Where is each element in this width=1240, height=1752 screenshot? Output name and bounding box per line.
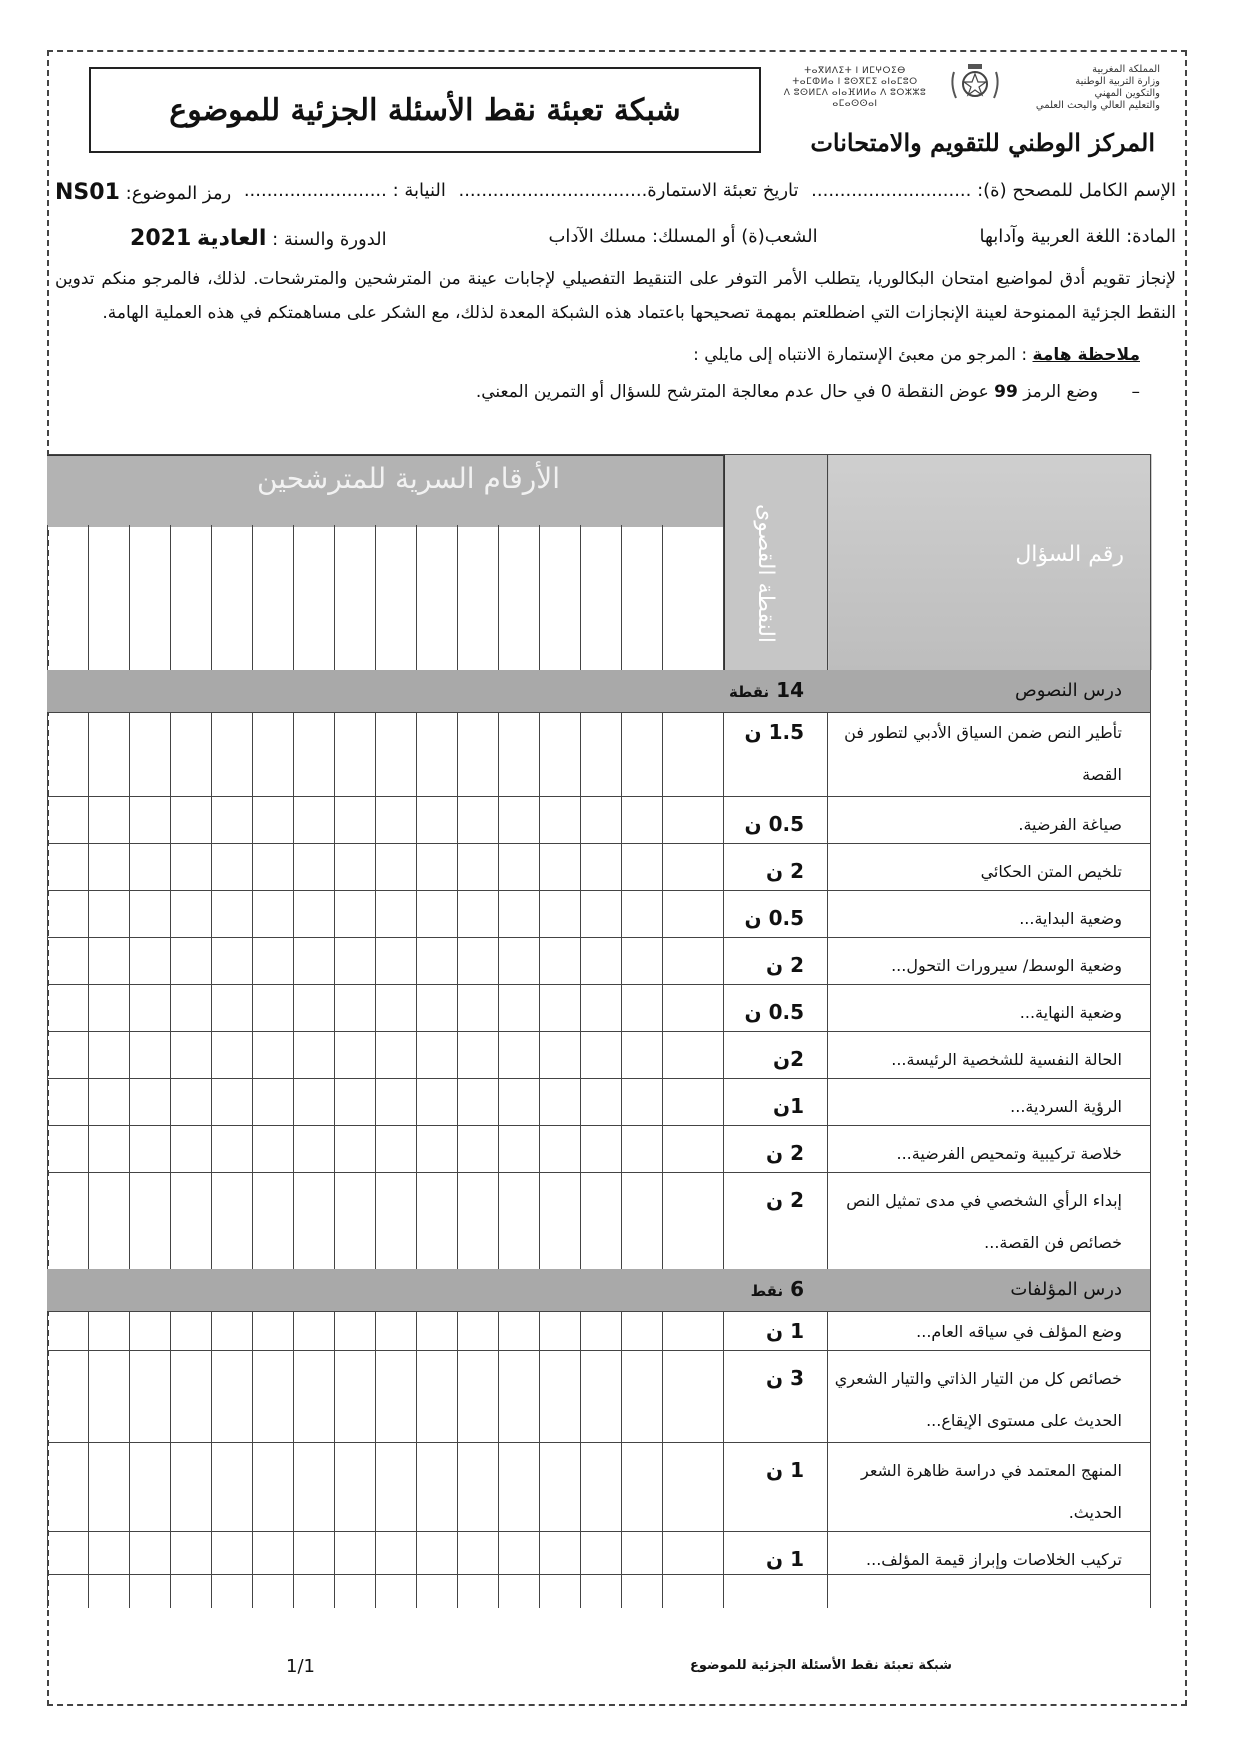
track-field	[548, 226, 817, 251]
question-text: الحالة النفسية للشخصية الرئيسة...	[891, 1050, 1122, 1069]
note-label: ملاحظة هامة	[1032, 345, 1140, 365]
max-points-header	[723, 454, 829, 670]
grid-row-line	[47, 796, 1150, 797]
subject-field: المادة: اللغة العربية وآدابها	[979, 226, 1176, 247]
ministry-header: المملكة المغربية وزارة التربية الوطنية والتكوين المهني والتعليم العالي والبحث العلمي	[1035, 64, 1160, 111]
session-value: العادية	[196, 226, 267, 251]
question-points: 1 ن	[766, 1458, 804, 1482]
bullet-code: 99	[994, 382, 1018, 402]
track-label: الشعب(ة) أو المسلك:	[652, 226, 818, 247]
track-value: مسلك الآداب	[548, 226, 647, 247]
footer-title: شبكة تعبئة نقط الأسئلة الجزئية للموضوع	[690, 1658, 952, 1673]
question-points: 2 ن	[766, 1188, 804, 1212]
question-points: 2 ن	[766, 859, 804, 883]
question-points: 1.5 ن	[744, 720, 804, 744]
question-text: تأطير النص ضمن السياق الأدبي لتطور فن القصة	[844, 723, 1122, 784]
question-text: وضع المؤلف في سياقه العام...	[916, 1322, 1122, 1341]
question-text: وضعية النهاية...	[1019, 1003, 1122, 1022]
date-field[interactable]: تاريخ تعبئة الاستمارة.................................	[458, 180, 799, 201]
section-points-unit: نقطة	[729, 683, 770, 701]
question-text: المنهج المعتمد في دراسة ظاهرة الشعر الحديث.	[861, 1461, 1122, 1522]
subject-code-label: رمز الموضوع:	[125, 183, 232, 204]
grid-row-line	[47, 1442, 1150, 1443]
session-year: 2021	[130, 226, 192, 251]
section-points	[751, 1277, 804, 1301]
section-title: درس النصوص	[1015, 680, 1122, 701]
question-points: 1ن	[773, 1094, 804, 1118]
instruction-bullet	[476, 382, 1140, 402]
section-points	[729, 678, 804, 702]
question-text: تلخيص المتن الحكائي	[980, 862, 1122, 881]
info-line-1	[55, 180, 1176, 205]
intro-paragraph: لإنجاز تقويم أدق لمواضيع امتحان البكالوريا، يتطلب الأمر التوفر على التنقيط التفصيلي لإجابات عينة من المترشحين والمترشحات. لذلك، فالمرجو منكم تدوين النقط الجزئية الممنوحة لعينة الإنجازات التي اضطلعتم بمهمة تصحيحها باعتماد هذه الشبكة المعدة لذلك، مع الشكر على مساهمتكم في هذه العملية الهامة.	[55, 269, 1176, 323]
question-points: 3 ن	[766, 1366, 804, 1390]
question-text: إبداء الرأي الشخصي في مدى تمثيل النص خصائص فن القصة...	[846, 1191, 1122, 1252]
subject-code-value: NS01	[55, 180, 120, 205]
page-title: شبكة تعبئة نقط الأسئلة الجزئية للموضوع	[89, 67, 761, 153]
directorate-field[interactable]: النيابة : .........................	[243, 180, 446, 201]
center-name: المركز الوطني للتقويم والامتحانات	[810, 128, 1155, 157]
corrector-field[interactable]: الإسم الكامل للمصحح (ة): ............................	[811, 180, 1176, 201]
question-points: 1 ن	[766, 1319, 804, 1343]
question-number-header	[827, 454, 1152, 670]
grid-column-line	[1150, 454, 1151, 1608]
question-text: وضعية البداية...	[1019, 909, 1122, 928]
scores-table	[47, 454, 1150, 1608]
question-points: 0.5 ن	[744, 906, 804, 930]
question-text: خلاصة تركيبية وتمحيص الفرضية...	[896, 1144, 1122, 1163]
session-field	[130, 226, 387, 251]
question-points: 2ن	[773, 1047, 804, 1071]
question-points: 2 ن	[766, 953, 804, 977]
question-text: تركيب الخلاصات وإبراز قيمة المؤلف...	[866, 1550, 1122, 1569]
question-points: 1 ن	[766, 1547, 804, 1571]
question-number-header-label: رقم السؤال	[1015, 542, 1124, 567]
section-title: درس المؤلفات	[1010, 1279, 1122, 1300]
candidates-header: الأرقام السرية للمترشحين	[256, 462, 560, 495]
tifinagh-header: ⵜⴰⴳⵍⴷⵉⵜ ⵏ ⵍⵎⵖⵔⵉⴱ ⵜⴰⵎⵀⵍⴰ ⵏ ⵓⵙⴳⵎⵉ ⴰⵏⴰⵎⵓⵔ ⴷ ⵓⵙⵍⵎⴷ ⴰⵏⴰⴼⵍⵍⴰ ⴷ ⵓⵔⵣⵣⵓ ⴰⵎⴰⵙⵙⴰⵏ	[783, 66, 927, 109]
session-label: الدورة والسنة :	[272, 229, 387, 250]
section-points-unit: نقط	[750, 1282, 784, 1300]
important-note	[693, 345, 1140, 365]
subject-code	[55, 180, 231, 205]
question-text: وضعية الوسط/ سيرورات التحول...	[891, 956, 1122, 975]
note-text: : المرجو من معبئ الإستمارة الانتباه إلى مايلي :	[693, 345, 1028, 365]
bullet-before: وضع الرمز	[1023, 382, 1099, 402]
question-text: خصائص كل من التيار الذاتي والتيار الشعري الحديث على مستوى الإيقاع...	[834, 1369, 1122, 1430]
bullet-dash: –	[1131, 382, 1140, 402]
info-line-2	[130, 226, 1176, 251]
grid-row-line	[47, 454, 1150, 455]
max-points-header-label: النقطة القصوى	[753, 504, 778, 644]
question-text: صياغة الفرضية.	[1018, 815, 1122, 834]
kingdom-emblem-icon	[948, 62, 1002, 106]
question-points: 0.5 ن	[744, 1000, 804, 1024]
section-points-value: 14	[776, 678, 804, 702]
question-text: الرؤية السردية...	[1010, 1097, 1122, 1116]
question-points: 2 ن	[766, 1141, 804, 1165]
page-number: 1/1	[286, 1656, 315, 1677]
section-points-value: 6	[790, 1277, 804, 1301]
question-points: 0.5 ن	[744, 812, 804, 836]
bullet-after: عوض النقطة 0 في حال عدم معالجة المترشح للسؤال أو التمرين المعني.	[475, 382, 989, 402]
